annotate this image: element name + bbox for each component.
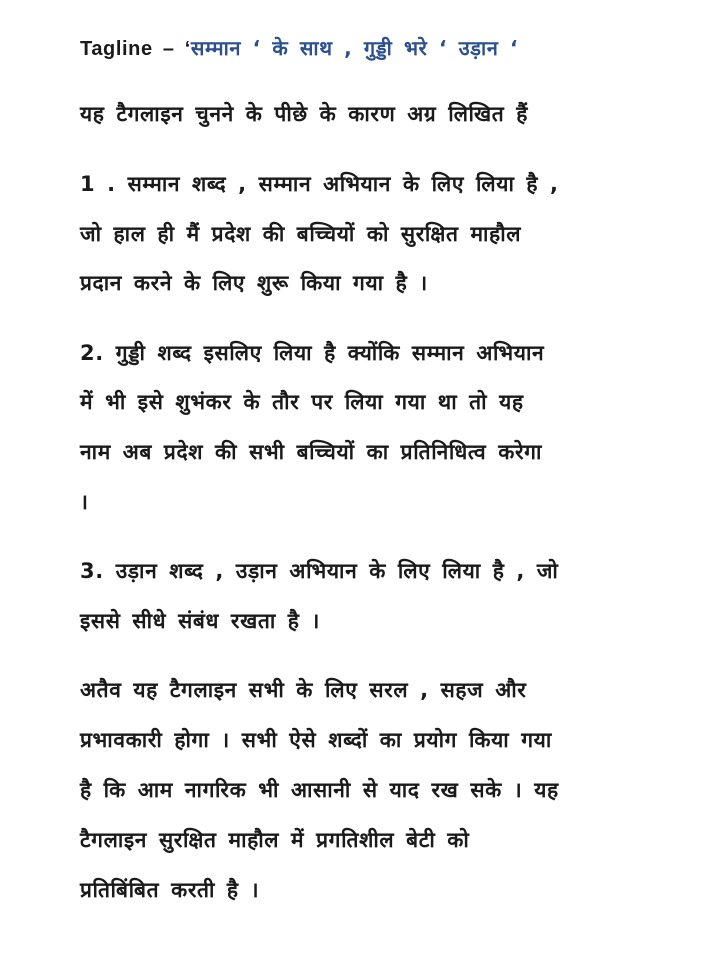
- point2-line-4: ।: [80, 490, 89, 514]
- tagline: [80, 34, 518, 63]
- conclusion-line-4: टैगलाइन सुरक्षित माहौल में प्रगतिशील बेटी को: [80, 828, 470, 852]
- point1-line-2: जो हाल ही मैं प्रदेश की बच्चियों को सुरक्षित माहौल: [80, 222, 522, 246]
- intro-line: यह टैगलाइन चुनने के पीछे के कारण अग्र लिखित हैं: [80, 102, 529, 126]
- conclusion-line-5: प्रतिबिंबित करती है ।: [80, 878, 260, 902]
- point2-line-1: 2. गुड्डी शब्द इसलिए लिया है क्योंकि सम्मान अभियान: [80, 341, 545, 365]
- point1-line-1: 1 . सम्मान शब्द , सम्मान अभियान के लिए लिया है ,: [80, 172, 559, 196]
- conclusion-line-3: है कि आम नागरिक भी आसानी से याद रख सके । यह: [80, 778, 559, 802]
- point2-line-2: में भी इसे शुभंकर के तौर पर लिया गया था तो यह: [80, 390, 524, 414]
- point3-line-2: इससे सीधे संबंध रखता है ।: [80, 609, 320, 633]
- conclusion-line-2: प्रभावकारी होगा । सभी ऐसे शब्दों का प्रयोग किया गया: [80, 728, 552, 752]
- conclusion-line-1: अतैव यह टैगलाइन सभी के लिए सरल , सहज और: [80, 678, 527, 702]
- point3-line-1: 3. उड़ान शब्द , उड़ान अभियान के लिए लिया है , जो: [80, 559, 559, 583]
- point1-line-3: प्रदान करने के लिए शुरू किया गया है ।: [80, 271, 428, 295]
- tagline-label: Tagline – ‘: [80, 38, 191, 60]
- point2-line-3: नाम अब प्रदेश की सभी बच्चियों का प्रतिनिधित्व करेगा: [80, 440, 543, 464]
- tagline-text: सम्मान ‘ के साथ , गुड्डी भरे ‘ उड़ान ‘: [190, 36, 519, 60]
